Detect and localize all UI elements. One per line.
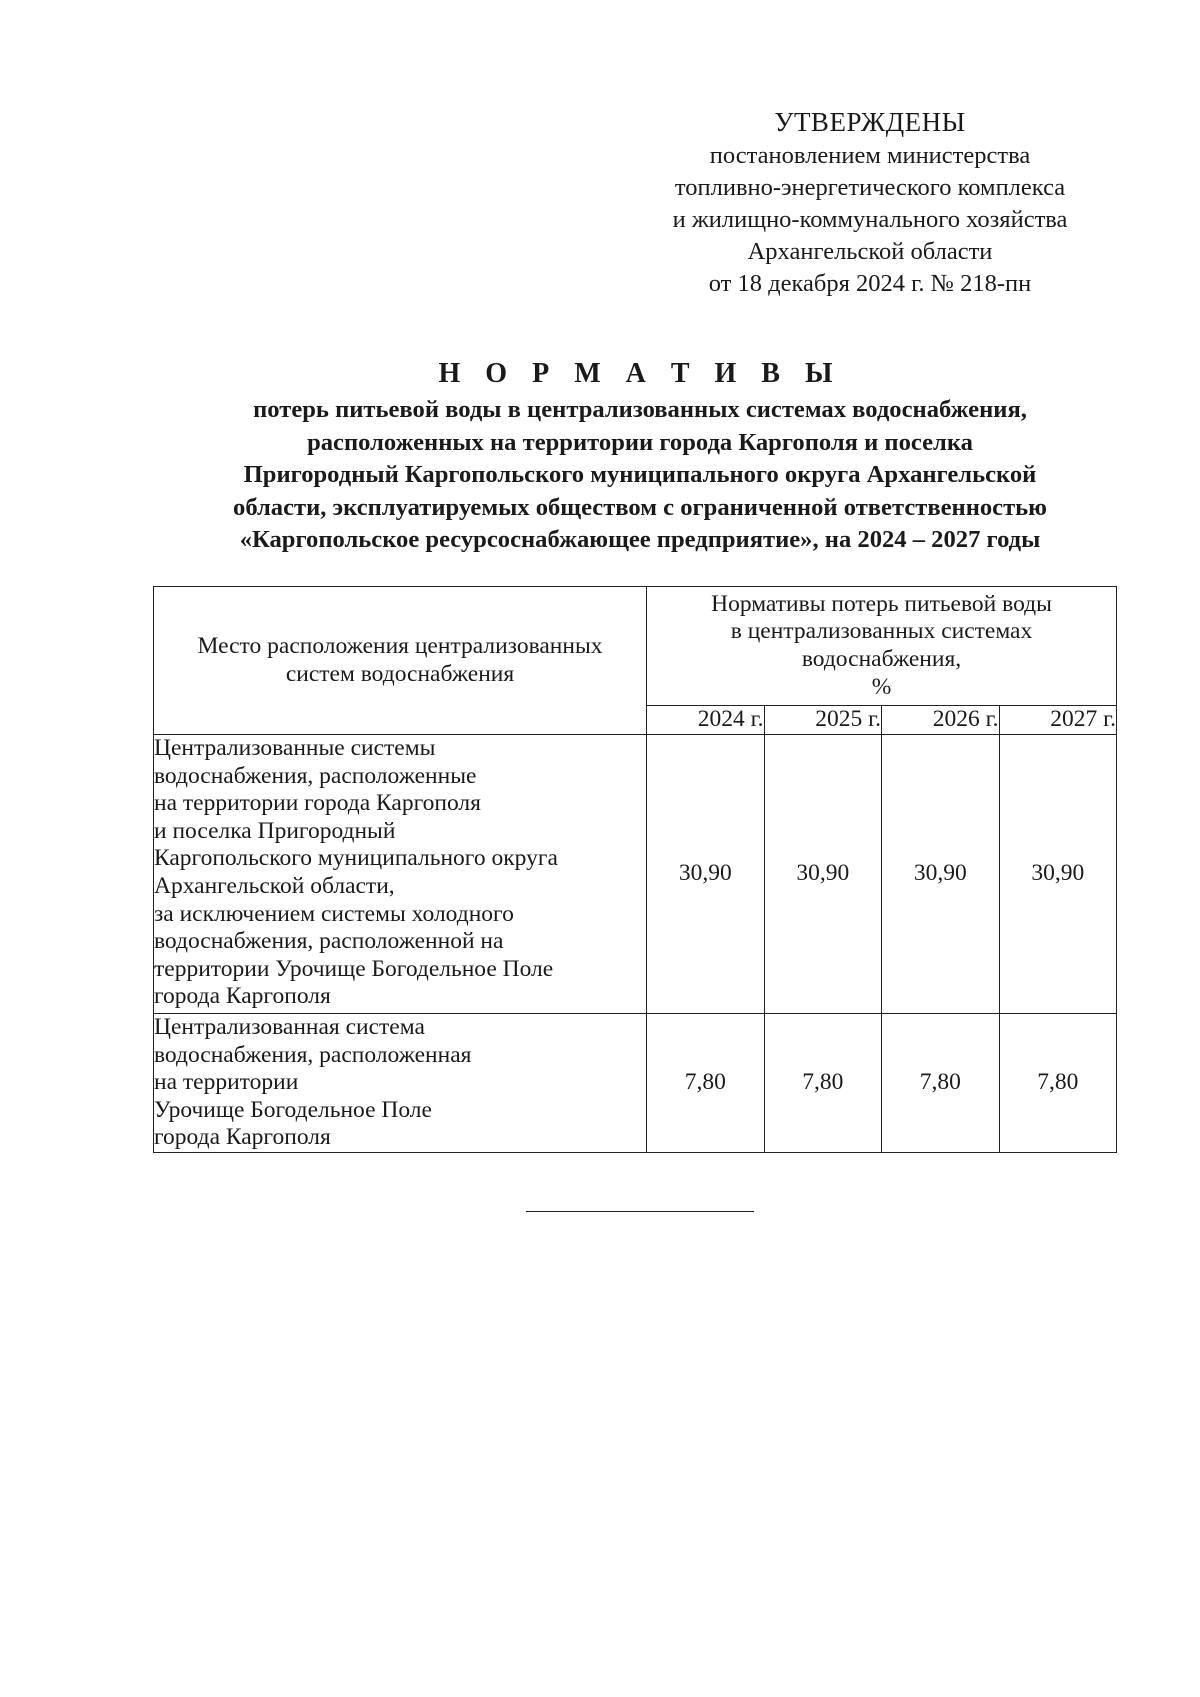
value-2027: 30,90 <box>999 735 1117 1014</box>
header-line: водоснабжения, <box>801 646 962 672</box>
header-line: в централизованных системах <box>730 618 1033 645</box>
place-line: водоснабжения, расположенная <box>154 1041 472 1068</box>
value-2024: 7,80 <box>647 1014 765 1153</box>
place-line: и поселка Пригородный <box>154 817 396 844</box>
value-2025: 30,90 <box>764 735 882 1014</box>
approval-date-number: от 18 декабря 2024 г. № 218-пн <box>708 270 1032 297</box>
value-2025: 7,80 <box>764 1014 882 1153</box>
header-line: Место расположения централизованных <box>197 632 603 659</box>
approval-heading: УТВЕРЖДЕНЫ <box>774 107 966 137</box>
table-row <box>154 735 1117 1014</box>
approval-stamp <box>580 106 1160 300</box>
document-title <box>130 356 1150 557</box>
place-line: за исключением системы холодного <box>154 900 514 927</box>
header-line: систем водоснабжения <box>285 660 515 687</box>
year-header: 2025 г. <box>764 706 882 735</box>
place-line: Централизованные системы <box>154 735 436 761</box>
closing-rule <box>526 1211 754 1212</box>
value-2027: 7,80 <box>999 1014 1117 1153</box>
approval-line: постановлением министерства <box>709 142 1031 169</box>
table-header-row <box>154 587 1117 706</box>
place-line: города Каргополя <box>154 1124 331 1151</box>
place-line: на территории города Каргополя <box>154 790 481 817</box>
approval-line: топливно-энергетического комплекса <box>674 174 1066 201</box>
year-header: 2024 г. <box>647 706 765 735</box>
place-line: на территории <box>154 1069 299 1096</box>
place-line: территории Урочище Богодельное Поле <box>154 955 554 982</box>
title-line: «Каргопольское ресурсоснабжающее предприятие», на 2024 – 2027 годы <box>239 526 1041 554</box>
approval-line: Архангельской области <box>747 238 993 265</box>
place-line: водоснабжения, расположенной на <box>154 928 504 955</box>
place-line: водоснабжения, расположенные <box>154 762 477 789</box>
title-line: области, эксплуатируемых обществом с ограниченной ответственностью <box>233 493 1047 521</box>
place-line: Архангельской области, <box>154 872 395 899</box>
title-line: расположенных на территории города Каргополя и поселка <box>307 428 973 456</box>
title-line: Пригородный Каргопольского муниципального округа Архангельской <box>243 461 1037 489</box>
year-header: 2027 г. <box>999 706 1117 735</box>
place-cell <box>154 735 647 1014</box>
approval-line: и жилищно-коммунального хозяйства <box>672 206 1068 233</box>
year-header: 2026 г. <box>882 706 1000 735</box>
table-row <box>154 1014 1117 1153</box>
value-2026: 30,90 <box>882 735 1000 1014</box>
place-line: Централизованная система <box>154 1014 425 1040</box>
place-line: Урочище Богодельное Поле <box>154 1096 432 1123</box>
norms-table <box>153 586 1117 1153</box>
place-line: города Каргополя <box>154 983 331 1010</box>
norms-column-header <box>647 587 1117 706</box>
place-column-header <box>154 587 647 735</box>
value-2026: 7,80 <box>882 1014 1000 1153</box>
place-line: Каргопольского муниципального округа <box>154 845 558 872</box>
header-line: Нормативы потерь питьевой воды <box>711 590 1052 617</box>
value-2024: 30,90 <box>647 735 765 1014</box>
title-heading: Н О Р М А Т И В Ы <box>438 358 842 389</box>
header-unit: % <box>871 673 892 700</box>
place-cell <box>154 1014 647 1153</box>
title-line: потерь питьевой воды в централизованных системах водоснабжения, <box>253 396 1027 423</box>
